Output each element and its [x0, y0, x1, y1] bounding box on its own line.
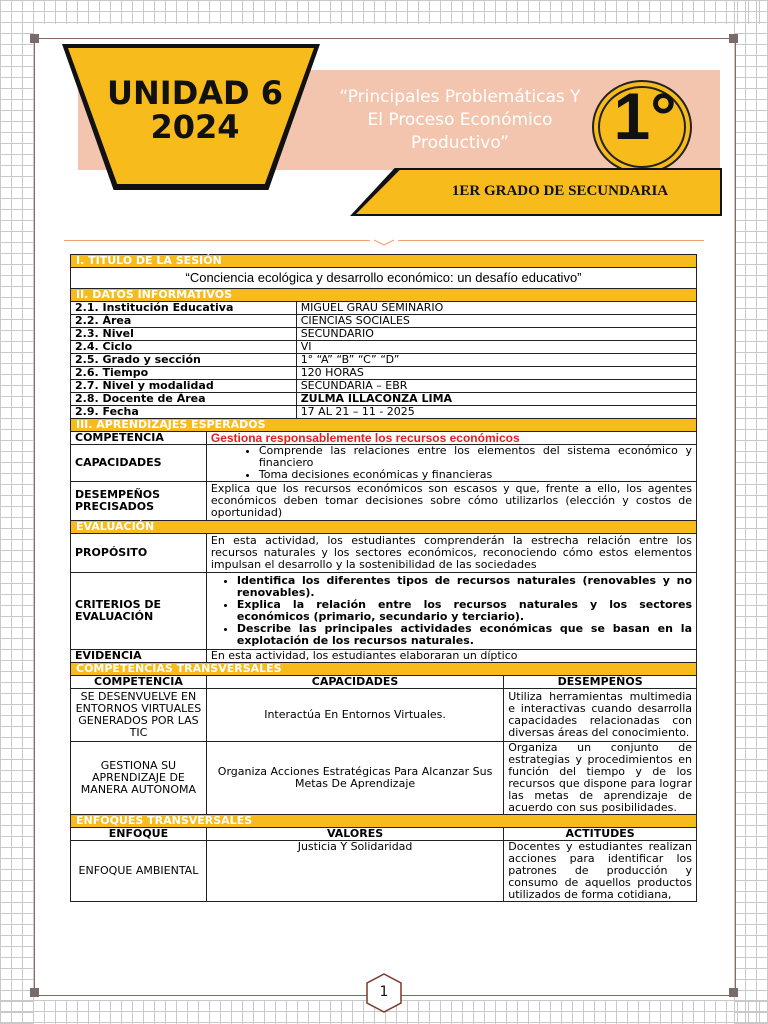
et-column-header: ACTITUDES: [504, 828, 697, 841]
grid-border-left: [0, 0, 34, 1024]
section-heading: II. DATOS INFORMATIVOS: [71, 289, 697, 302]
info-label: 2.7. Nivel y modalidad: [71, 380, 297, 393]
criterio-item: • Explica la relación entre los recursos naturales y los sectores económicos (primario, secundario y terciario).: [237, 599, 692, 623]
ct-column-header: COMPETENCIA: [71, 676, 207, 689]
info-row: [71, 315, 697, 328]
competencia-value: Gestiona responsablemente los recursos económicos: [206, 432, 696, 445]
criterios-label-line-2: EVALUACIÓN: [75, 610, 154, 623]
frame-corner-top-right: [729, 34, 738, 43]
et-header-row: [71, 828, 697, 841]
capacidad-item: • Comprende las relaciones entre los elementos del sistema económico y financiero: [259, 445, 692, 469]
ct-desempeno: Organiza un conjunto de estrategias y procedimientos en función del tiempo y de los recursos que dispone para lograr las metas de aprendizaje de acuerdo con sus posibilidades.: [504, 742, 697, 815]
et-column-header: VALORES: [206, 828, 503, 841]
desempenos-label-line-1: DESEMPEÑOS: [75, 488, 161, 501]
info-row: [71, 341, 697, 354]
unit-title-line-2: 2024: [150, 108, 240, 146]
section-heading: I. TITULO DE LA SESIÓN: [71, 255, 697, 268]
section-header-aprendizajes: [71, 419, 697, 432]
grid-border-right: [734, 0, 768, 1024]
unit-subtitle-line-1: “Principales Problemáticas Y: [339, 87, 581, 107]
info-row: [71, 367, 697, 380]
info-label: 2.2. Área: [71, 315, 297, 328]
competencia-row: [71, 432, 697, 445]
info-value: 1° “A” “B” “C” “D”: [296, 354, 696, 367]
info-row: [71, 393, 697, 406]
grid-border-top: [0, 0, 768, 24]
ct-desempeno: Utiliza herramientas multimedia e interactivas cuando desarrolla capacidades relacionadas con diversas áreas del conocimiento.: [504, 689, 697, 742]
desempenos-row: [71, 482, 697, 521]
competencia-label: COMPETENCIA: [71, 432, 207, 445]
frame-corner-top-left: [30, 34, 39, 43]
session-title: “Conciencia ecológica y desarrollo económico: un desafío educativo”: [71, 268, 697, 289]
desempenos-label-line-2: PRECISADOS: [75, 500, 155, 513]
ct-row: [71, 742, 697, 815]
grade-number: 1°: [613, 79, 677, 153]
ct-competencia: GESTIONA SU APRENDIZAJE DE MANERA AUTONOMA: [71, 742, 207, 815]
section-heading: III. APRENDIZAJES ESPERADOS: [71, 419, 697, 432]
ct-capacidad: Organiza Acciones Estratégicas Para Alcanzar Sus Metas De Aprendizaje: [206, 742, 503, 815]
info-row: [71, 406, 697, 419]
section-header-title: [71, 255, 697, 268]
info-row: [71, 302, 697, 315]
desempenos-label: [71, 482, 207, 521]
proposito-row: [71, 534, 697, 573]
criterios-value: [206, 573, 696, 650]
capacidades-row: [71, 445, 697, 482]
unit-subtitle: [300, 86, 620, 155]
et-enfoque: ENFOQUE AMBIENTAL: [71, 841, 207, 902]
section-heading: EVALUACIÓN: [71, 521, 697, 534]
info-value: ZULMA ILLACONZA LIMA: [296, 393, 696, 406]
divider-left: [64, 240, 370, 241]
et-column-header: ENFOQUE: [71, 828, 207, 841]
info-row: [71, 328, 697, 341]
capacidad-item: • Toma decisiones económicas y financieras: [259, 469, 692, 481]
desempenos-value: Explica que los recursos económicos son escasos y que, frente a ello, los agentes económicos deben tomar decisiones sobre cómo utilizarlos (elección y costos de oportunidad): [206, 482, 696, 521]
info-label: 2.1. Institución Educativa: [71, 302, 297, 315]
unit-title-line-1: UNIDAD 6: [107, 74, 283, 112]
info-label: 2.9. Fecha: [71, 406, 297, 419]
frame-corner-bottom-left: [30, 988, 39, 997]
section-heading: ENFOQUES TRANSVERSALES: [71, 815, 697, 828]
evidencia-label: EVIDENCIA: [71, 650, 207, 663]
info-row: [71, 354, 697, 367]
et-actitud: Docentes y estudiantes realizan acciones para identificar los patrones de producción y consumo de aquellos productos utilizados de forma cotidiana,: [504, 841, 697, 902]
ct-header-row: [71, 676, 697, 689]
criterios-label-line-1: CRITERIOS DE: [75, 598, 161, 611]
info-value: VI: [296, 341, 696, 354]
info-value: SECUNDARIA – EBR: [296, 380, 696, 393]
info-label: 2.6. Tiempo: [71, 367, 297, 380]
info-row: [71, 380, 697, 393]
section-header-enfoques: [71, 815, 697, 828]
info-value: 17 AL 21 – 11 - 2025: [296, 406, 696, 419]
section-header-competencias-transversales: [71, 663, 697, 676]
session-title-row: [71, 268, 697, 289]
info-value: MIGUEL GRAU SEMINARIO: [296, 302, 696, 315]
et-valor: Justicia Y Solidaridad: [206, 841, 503, 902]
unit-subtitle-line-2: El Proceso Económico: [367, 110, 553, 130]
info-label: 2.5. Grado y sección: [71, 354, 297, 367]
grade-label: 1ER GRADO DE SECUNDARIA: [451, 183, 669, 199]
divider-right: [398, 240, 704, 241]
info-value: SECUNDARIO: [296, 328, 696, 341]
criterios-row: [71, 573, 697, 650]
section-heading: COMPETENCIAS TRANSVERSALES: [71, 663, 697, 676]
proposito-label: PROPÓSITO: [71, 534, 207, 573]
ct-capacidad: Interactúa En Entornos Virtuales.: [206, 689, 503, 742]
evidencia-value: En esta actividad, los estudiantes elaboraran un díptico: [206, 650, 696, 663]
section-header-datos: [71, 289, 697, 302]
info-label: 2.4. Ciclo: [71, 341, 297, 354]
unit-title: [100, 76, 290, 144]
frame-corner-bottom-right: [729, 988, 738, 997]
ct-column-header: CAPACIDADES: [206, 676, 503, 689]
section-header-evaluacion: [71, 521, 697, 534]
criterios-label: [71, 573, 207, 650]
info-label: 2.3. Nivel: [71, 328, 297, 341]
criterio-item: • Identifica los diferentes tipos de recursos naturales (renovables y no renovables).: [237, 575, 692, 599]
capacidades-label: CAPACIDADES: [71, 445, 207, 482]
ct-column-header: DESEMPEÑOS: [504, 676, 697, 689]
ct-row: [71, 689, 697, 742]
info-value: 120 HORAS: [296, 367, 696, 380]
info-value: CIENCIAS SOCIALES: [296, 315, 696, 328]
criterio-item: • Describe las principales actividades económicas que se basan en la explotación de los recursos naturales.: [237, 623, 692, 647]
unit-subtitle-line-3: Productivo”: [411, 133, 509, 153]
info-label: 2.8. Docente de Área: [71, 393, 297, 406]
et-row: [71, 841, 697, 902]
session-table: [70, 254, 697, 902]
evidencia-row: [71, 650, 697, 663]
capacidades-value: [206, 445, 696, 482]
proposito-value: En esta actividad, los estudiantes comprenderán la estrecha relación entre los recursos naturales y los sectores económicos, reconociendo cómo estos elementos impulsan el desarrollo y la sostenibilidad de las sociedades: [206, 534, 696, 573]
page-number: 1: [379, 984, 389, 1000]
ct-competencia: SE DESENVUELVE EN ENTORNOS VIRTUALES GENERADOS POR LAS TIC: [71, 689, 207, 742]
divider-arrow-icon: [374, 236, 394, 246]
